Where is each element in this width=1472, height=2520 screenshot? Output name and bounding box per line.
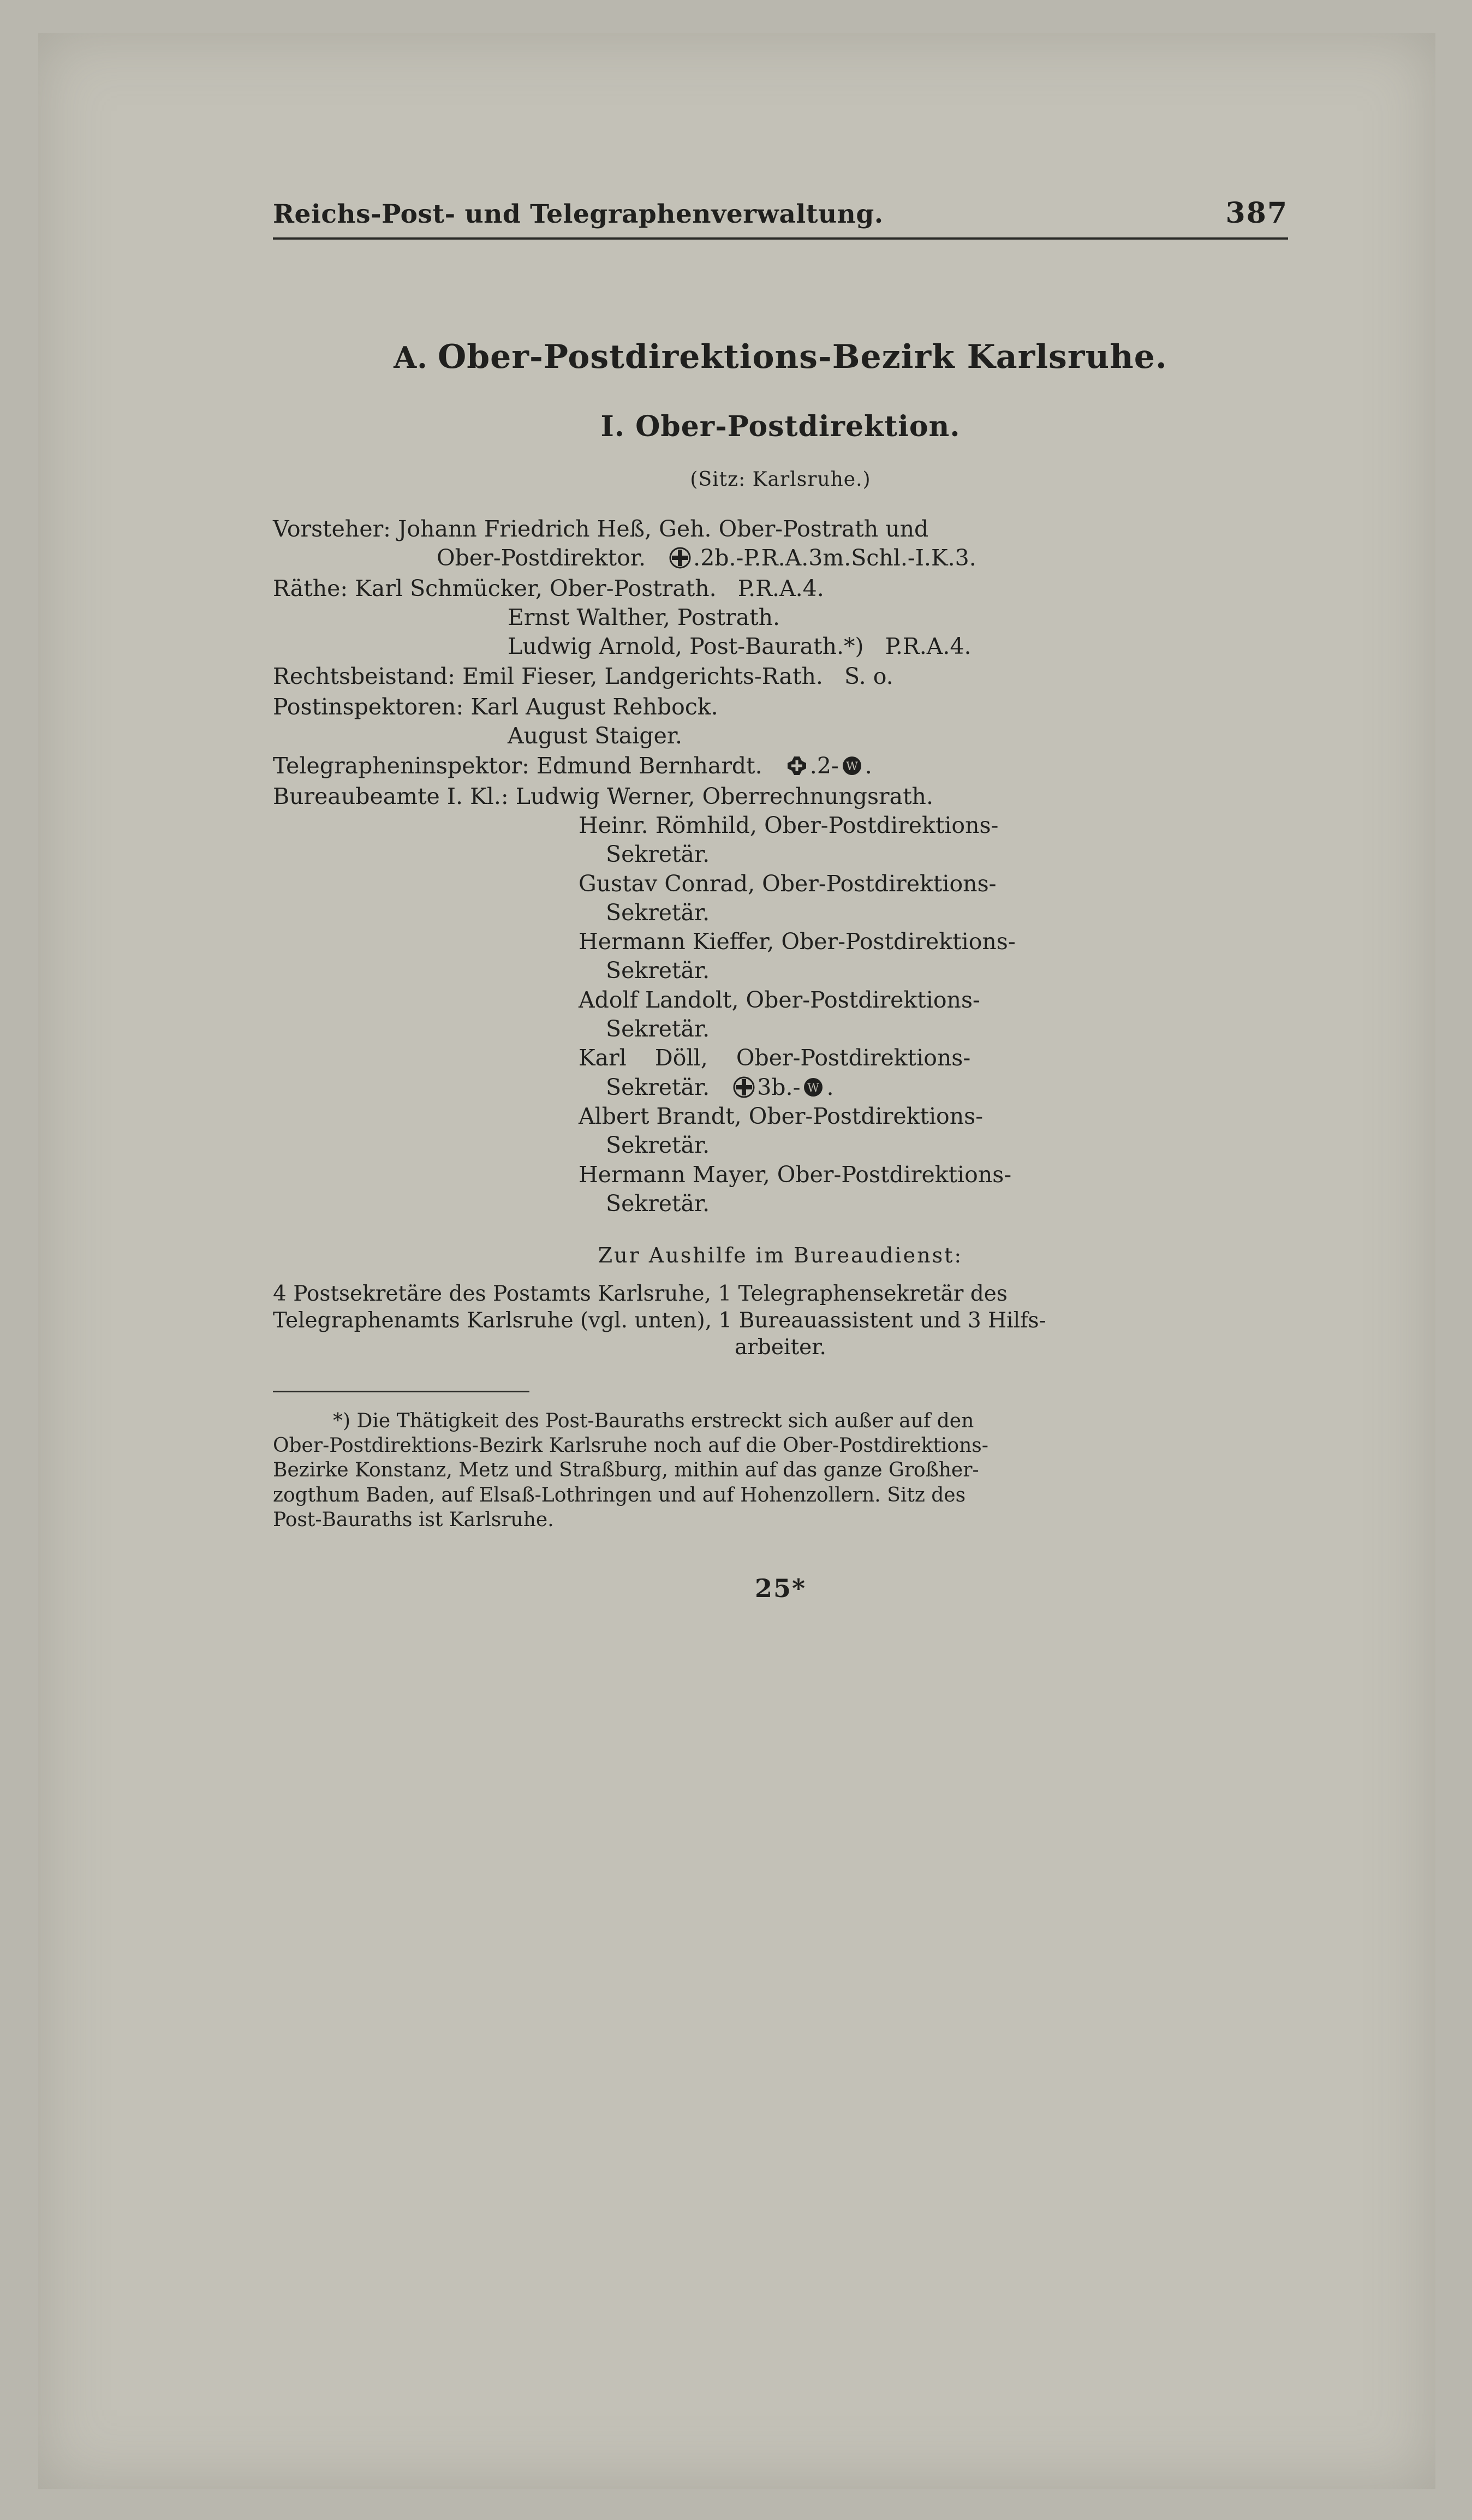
entry-line: Rechtsbeistand: Emil Fieser, Landgerichts-Rath. S. o. bbox=[273, 663, 893, 690]
entry-line: Ludwig Arnold, Post-Baurath.*) P.R.A.4. bbox=[508, 633, 972, 660]
entry-line: Heinr. Römhild, Ober-Postdirektions- bbox=[579, 812, 999, 838]
circle-w-medal-icon bbox=[841, 755, 863, 777]
entry-line: Ober-Postdirektor. .2b.-P.R.A.3m.Schl.-I.K.3. bbox=[437, 545, 976, 571]
entry-line: Sekretär. bbox=[606, 1016, 710, 1042]
paper-sheet bbox=[38, 33, 1435, 2489]
footnote-line-1 bbox=[273, 1409, 1288, 1433]
page-number: 387 bbox=[1225, 196, 1288, 230]
entry-list bbox=[273, 515, 1288, 1218]
entry-line: Postinspektoren: Karl August Rehbock. bbox=[273, 693, 718, 720]
entry-telegrapheninspektor bbox=[273, 752, 1288, 781]
svg-text:W: W bbox=[807, 1081, 820, 1094]
running-head-title: Reichs-Post- und Telegraphenverwaltung. bbox=[273, 199, 884, 229]
footnote-rule bbox=[273, 1391, 529, 1392]
auxiliary-heading: Zur Aushilfe im Bureaudienst: bbox=[598, 1243, 963, 1268]
subsection-heading: I. Ober-Postdirektion. bbox=[600, 410, 961, 443]
header-rule bbox=[273, 237, 1288, 240]
entry-line: Sekretär. bbox=[606, 957, 710, 984]
signature-mark: 25* bbox=[754, 1574, 807, 1604]
auxiliary-line-1: 4 Postsekretäre des Postamts Karlsruhe, 1 Telegraphensekretär des bbox=[273, 1282, 1008, 1307]
section-title: Ober-Postdirektions-Bezirk Karlsruhe. bbox=[437, 338, 1167, 376]
page-content bbox=[273, 196, 1288, 1603]
entry-line: Albert Brandt, Ober-Postdirektions- bbox=[579, 1103, 984, 1129]
entry-line: Telegrapheninspektor: Edmund Bernhardt. .2- W . bbox=[273, 753, 872, 779]
entry-line: August Staiger. bbox=[508, 723, 682, 749]
auxiliary-line-3: arbeiter. bbox=[735, 1335, 826, 1360]
entry-bureaubeamte bbox=[273, 782, 1288, 1218]
entry-raethe bbox=[273, 574, 1288, 662]
entry-line: Sekretär. bbox=[606, 1132, 710, 1159]
seat-line: (Sitz: Karlsruhe.) bbox=[690, 468, 871, 491]
footnote bbox=[273, 1409, 1288, 1533]
entry-line: Adolf Landolt, Ober-Postdirektions- bbox=[579, 986, 980, 1013]
entry-vorsteher bbox=[273, 515, 1288, 573]
auxiliary-line-2: Telegraphenamts Karlsruhe (vgl. unten), 1 Bureauassistent und 3 Hilfs- bbox=[273, 1308, 1046, 1333]
entry-line: Karl Döll, Ober-Postdirektions- bbox=[579, 1045, 971, 1071]
iron-cross-icon bbox=[786, 755, 808, 777]
entry-line: Ernst Walther, Postrath. bbox=[508, 604, 780, 630]
entry-line: Gustav Conrad, Ober-Postdirektions- bbox=[579, 870, 997, 897]
entry-line: Hermann Kieffer, Ober-Postdirektions- bbox=[579, 928, 1016, 955]
footnote-line-5: Post-Bauraths ist Karlsruhe. bbox=[273, 1508, 554, 1531]
footnote-line-2: Ober-Postdirektions-Bezirk Karlsruhe noch auf die Ober-Postdirektions- bbox=[273, 1434, 988, 1457]
entry-line: Sekretär. bbox=[606, 1190, 710, 1217]
running-head bbox=[273, 196, 1288, 230]
entry-line: Sekretär. 3b.- W . bbox=[606, 1074, 834, 1100]
entry-rechtsbeistand bbox=[273, 662, 1288, 691]
entry-line: Sekretär. bbox=[606, 841, 710, 868]
auxiliary-text bbox=[273, 1280, 1288, 1361]
footnote-text-1: Die Thätigkeit des Post-Bauraths erstreckt sich außer auf den bbox=[356, 1409, 974, 1432]
entry-postinspektoren bbox=[273, 693, 1288, 751]
entry-line: Hermann Mayer, Ober-Postdirektions- bbox=[579, 1161, 1012, 1188]
section-letter: A. bbox=[394, 340, 428, 375]
footnote-marker: *) bbox=[333, 1409, 351, 1432]
entry-line: Vorsteher: Johann Friedrich Heß, Geh. Ober-Postrath und bbox=[273, 516, 929, 542]
footnote-line-3: Bezirke Konstanz, Metz und Straßburg, mithin auf das ganze Großher- bbox=[273, 1459, 979, 1482]
entry-line: Räthe: Karl Schmücker, Ober-Postrath. P.R.A.4. bbox=[273, 575, 824, 601]
footnote-line-4: zogthum Baden, auf Elsaß-Lothringen und auf Hohenzollern. Sitz des bbox=[273, 1484, 966, 1506]
section-heading bbox=[273, 338, 1288, 376]
svg-text:W: W bbox=[845, 760, 858, 773]
iron-cross-circle-icon bbox=[669, 547, 691, 569]
entry-line: Sekretär. bbox=[606, 899, 710, 926]
entry-line: Bureaubeamte I. Kl.: Ludwig Werner, Oberrechnungsrath. bbox=[273, 783, 934, 809]
circle-w-medal-icon bbox=[802, 1076, 824, 1098]
iron-cross-circle-icon bbox=[733, 1076, 755, 1098]
